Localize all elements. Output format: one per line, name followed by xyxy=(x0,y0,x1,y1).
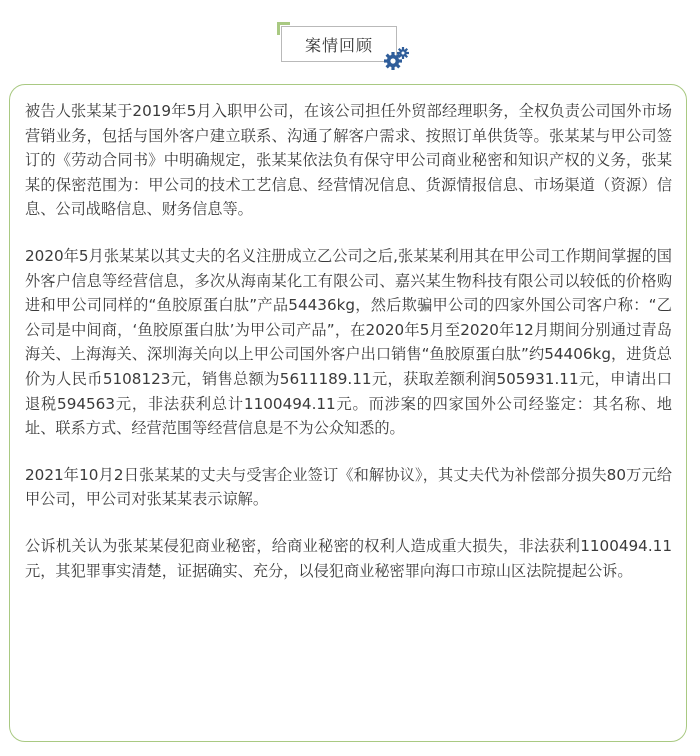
case-review-content xyxy=(9,84,687,742)
section-header xyxy=(0,20,700,72)
gear-icon xyxy=(381,44,411,74)
paragraph-prosecution: 公诉机关认为张某某侵犯商业秘密，给商业秘密的权利人造成重大损失，非法获利1100494.11元，其犯罪事实清楚，证据确实、充分，以侵犯商业秘密罪向海口市琼山区法院提起公诉。 xyxy=(25,536,672,580)
section-title: 案情回顾 xyxy=(281,26,397,62)
paragraph-employment: 被告人张某某于2019年5月入职甲公司，在该公司担任外贸部经理职务，全权负责公司国外市场营销业务，包括与国外客户建立联系、沟通了解客户需求、按照订单供货等。张某某与甲公司签订的《劳动合同书》中明确规定，张某某依法负有保守甲公司商业秘密和知识产权的义务，张某某的保密范围为：甲公司的技术工艺信息、经营情况信息、货源情报信息、市场渠道（资源）信息、公司战略信息、财务信息等。 xyxy=(25,102,672,219)
paragraph-misconduct: 2020年5月张某某以其丈夫的名义注册成立乙公司之后,张某某利用其在甲公司工作期间掌握的国外客户信息等经营信息，多次从海南某化工有限公司、嘉兴某生物科技有限公司以较低的价格购进和甲公司同样的“鱼胶原蛋白肽”产品54436kg，然后欺骗甲公司的四家外国公司客户称：“乙公司是中间商，‘鱼胶原蛋白肽’为甲公司产品”，在2020年5月至2020年12月期间分别通过青岛海关、上海海关、深圳海关向以上甲公司国外客户出口销售“鱼胶原蛋白肽”约54406kg，进货总价为人民币5108123元，销售总额为5611189.11元，获取差额利润505931.11元，申请出口退税594563元，非法获利总计1100494.11元。而涉案的四家国外公司经鉴定：其名称、地址、联系方式、经营范围等经营信息是不为公众知悉的。 xyxy=(25,246,672,438)
paragraph-settlement: 2021年10月2日张某某的丈夫与受害企业签订《和解协议》，其丈夫代为补偿部分损失80万元给甲公司，甲公司对张某某表示谅解。 xyxy=(25,465,672,509)
